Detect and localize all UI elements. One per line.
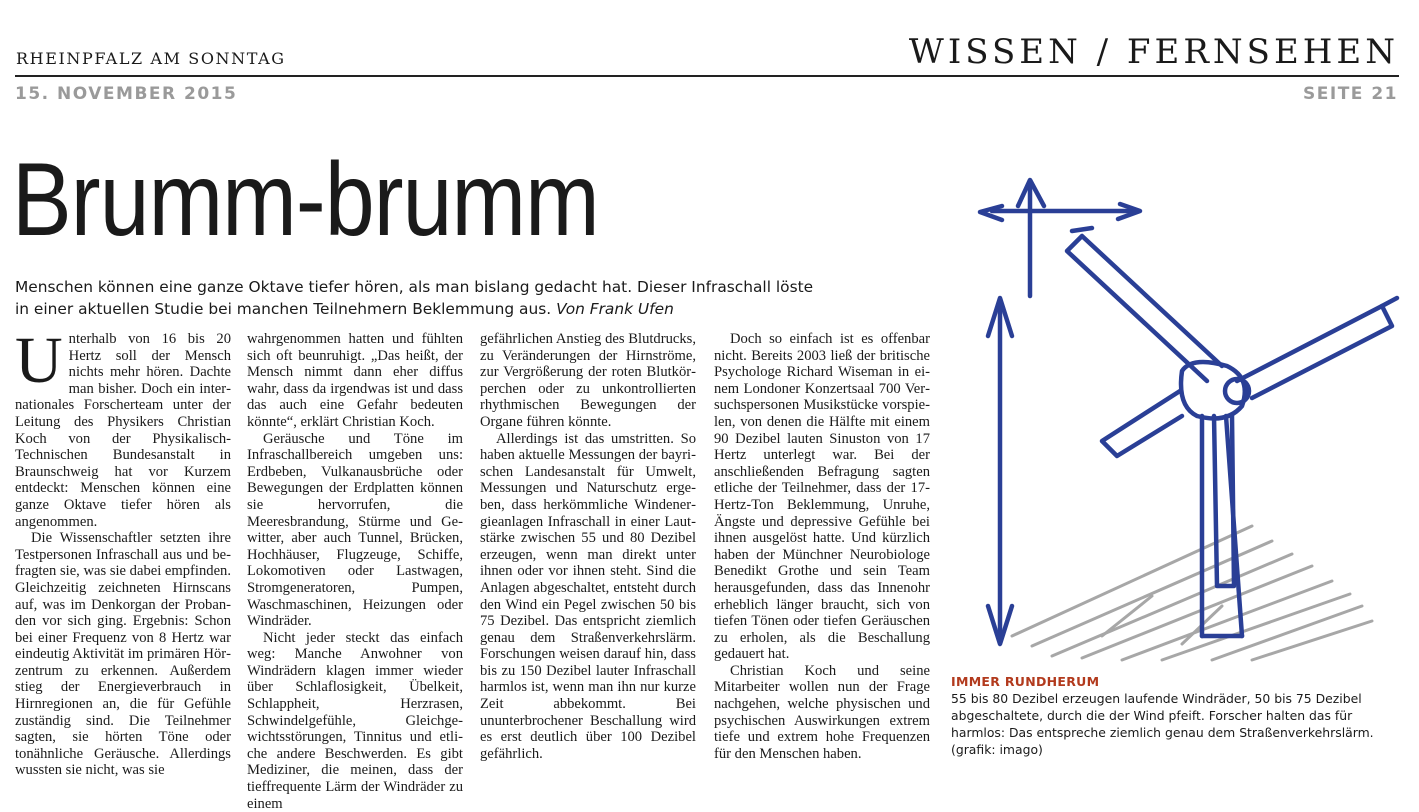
article-column-2 [247, 331, 463, 812]
drop-cap: U [15, 324, 63, 397]
deck [15, 276, 815, 320]
paragraph: wahrgenommen hatten und fühlten sich oft beunruhigt. „Das heißt, der Mensch nimmt dann eher diffus wahr, dass da irgendwas ist und dass das auch eine Gefahr bedeuten könnte“, erklärt Christian Koch. [247, 331, 463, 430]
deck-text: Menschen können eine ganze Oktave tiefer hören, als man bislang gedacht hat. Dieser Infraschall löste in einer aktuellen Studie bei manchen Teilnehmern Beklemmung aus. [15, 278, 814, 318]
issue-date: 15. NOVEMBER 2015 [15, 84, 238, 104]
wind-turbine-sketch-icon [952, 166, 1404, 666]
paragraph-text: nterhalb von 16 bis 20 Hertz soll der Mensch nichts mehr hören. Dachte man bisher. Doch ein internationales Forscherteam unter der Leitung des Physikers Christian Koch von der Physikalisch-Technischen Bundesanstalt in Braunschweig hat vor Kurzem entdeckt: Menschen können eine ganze Oktave tiefer hören als angenommen. [15, 331, 231, 530]
caption-text: 55 bis 80 Dezibel erzeugen laufende Windräder, 50 bis 75 Dezibel abgeschaltete, durch die der Wind pfeift. Forscher halten das für harmlos: Das entspreche ziemlich genau dem Straßenverkehrslärm. (grafik: imago) [951, 691, 1374, 757]
article-column-1 [15, 324, 231, 779]
paragraph: Allerdings ist das umstritten. So haben aktuelle Messungen der bayrischen Landesanstalt für Umwelt, Messungen und Naturschutz ergeben, dass herkömmliche Windenergieanlagen Infraschall in einer Lautstärke zwischen 55 und 80 Dezibel erzeugen, wenn man direkt unter ihnen oder vor ihnen steht. Sind die Anlagen abgeschaltet, entsteht durch den Wind ein Pegel zwischen 50 bis 75 Dezibel. Das entspricht ziemlich genau dem Straßenverkehrslärm. Forschungen weisen darauf hin, dass bis zu 150 Dezibel lauter Infraschall harmlos ist, wenn man ihn nur kurze Zeit abbekommt. Bei ununterbrochener Beschallung wird es erst deutlich über 100 Dezibel gefährlich. [480, 430, 696, 762]
paragraph: Christian Koch und seine Mitarbeiter wollen nun der Frage nachgehen, welche physischen und psychischen Auswirkungen extrem tiefe und extrem hohe Frequenzen für den Menschen haben. [714, 662, 930, 762]
paragraph: gefährlichen Anstieg des Blutdrucks, zu Veränderungen der Hirnströme, zur Vergrößerung der roten Blutkörperchen oder zu unkontrollierten rhythmischen Bewegungen der Organe führen könnte. [480, 331, 696, 430]
paper-name: RHEINPFALZ AM SONNTAG [16, 49, 286, 68]
paragraph: Geräusche und Töne im Infraschallbereich umgeben uns: Erdbeben, Vulkanausbrüche oder Bewegungen der Erdplatten können sie hervorrufen, die Meeresbrandung, Stürme und Gewitter, aber auch Tunnel, Brücken, Hochhäuser, Flugzeuge, Schiffe, Lokomotiven oder Lastwagen, Stromgeneratoren, Pumpen, Waschmaschinen, Heizungen oder Windräder. [247, 430, 463, 630]
paragraph: Doch so einfach ist es offenbar nicht. Bereits 2003 ließ der britische Psychologe Richard Wiseman in einem Londoner Konzertsaal 700 Versuchspersonen Musikstücke vorspielen, von denen die Hälfte mit einem 90 Dezibel lauten Sinuston von 17 Hertz unterlegt war. Bei der anschließenden Befragung sagten etliche der Teilnehmer, dass der 17-Hertz-Ton Beklemmung, Unruhe, Ängste und depressive Gefühle bei ihnen ausgelöst hatte. Und kürzlich haben der Münchner Neurobiologe Benedikt Grothe und sein Team herausgefunden, dass das Innenohr erheblich länger braucht, sich von tiefen Tönen oder tiefen Geräuschen zu erholen, als die Beschallung gedauert hat. [714, 331, 930, 663]
paragraph: Nicht jeder steckt das einfach weg: Manche Anwohner von Windrädern klagen immer wieder über Schlaflosigkeit, Übelkeit, Schlappheit, Herzrasen, Schwindelgefühle, Gleichgewichtsstörungen, Tinnitus und etliche andere Beschwerden. Es gibt Mediziner, die meinen, dass der tieffrequente Lärm der Windräder zu einem [247, 629, 463, 812]
page-number: SEITE 21 [1303, 84, 1398, 104]
caption-title: IMMER RUNDHERUM [951, 674, 1100, 689]
paragraph [15, 324, 231, 530]
paragraph: Die Wissenschaftler setzten ihre Testpersonen Infraschall aus und befragten sie, was sie dabei empfinden. Gleichzeitig zeichneten Hirnscans auf, was im Denkorgan der Probanden vor sich ging. Ergebnis: Schon bei einer Frequenz von 8 Hertz war eindeutig Aktivität im primären Hörzentrum zu erkennen. Außerdem stieg der Energieverbrauch in Hirnregionen an, die für Gefühle zuständig sind. Die Teilnehmer sagten, sie hörten Töne oder tonähnliche Geräusche. Allerdings wussten sie nicht, was sie [15, 530, 231, 779]
masthead-rule [15, 75, 1399, 77]
turbine-strokes [980, 180, 1397, 644]
headline: Brumm-brumm [12, 142, 599, 258]
article-column-4 [714, 331, 930, 762]
article-column-3 [480, 331, 696, 762]
byline: Von Frank Ufen [556, 300, 674, 318]
section-title: WISSEN / FERNSEHEN [908, 32, 1399, 72]
shadow-strokes [1012, 526, 1372, 660]
